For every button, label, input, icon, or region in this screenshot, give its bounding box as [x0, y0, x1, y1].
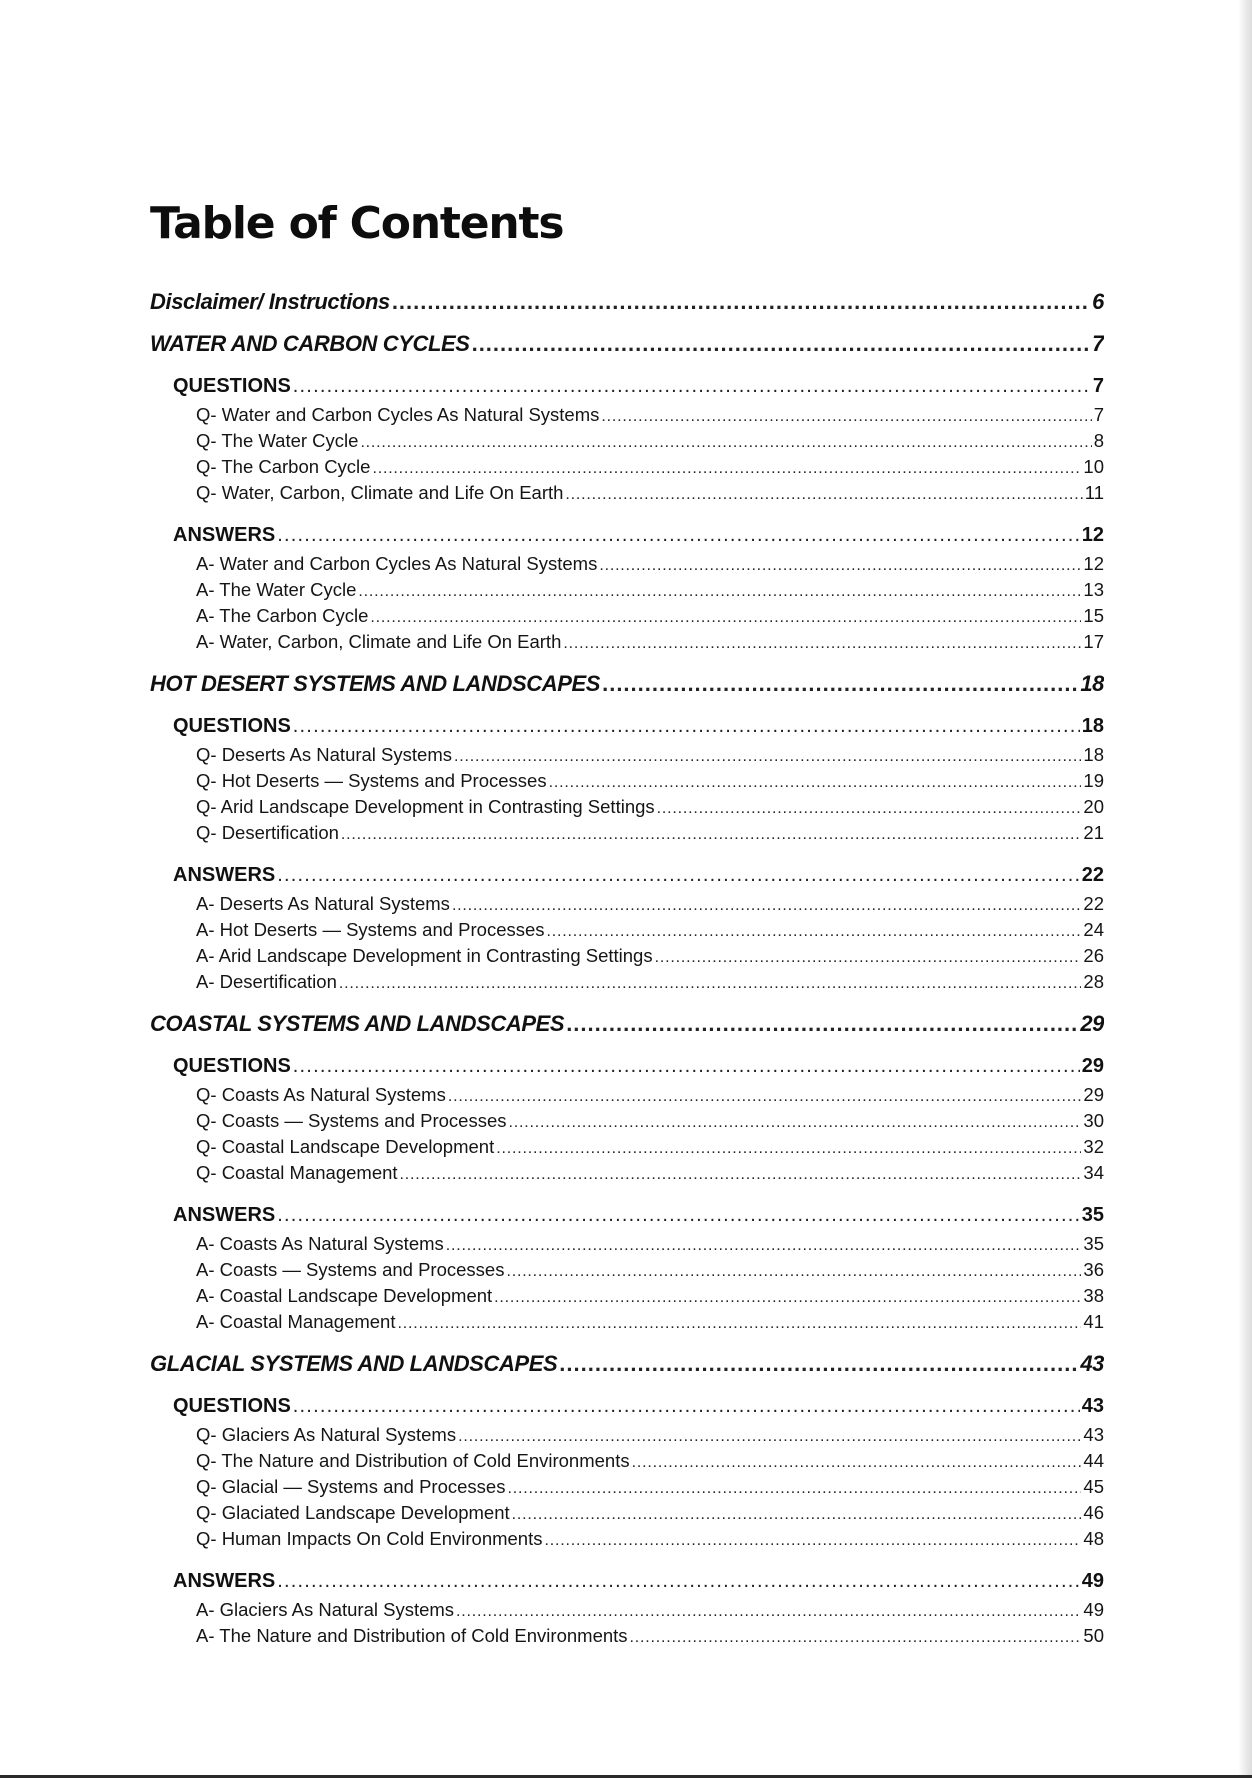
toc-entry-title: A- Water and Carbon Cycles As Natural Systems	[196, 553, 598, 574]
toc-item-entry[interactable]	[150, 629, 1104, 655]
dot-leader	[398, 1311, 1082, 1335]
toc-subsection-entry[interactable]	[150, 711, 1104, 742]
toc-page-number: 13	[1083, 579, 1104, 600]
toc-page-number: 12	[1083, 553, 1104, 574]
toc-page-number: 18	[1081, 715, 1104, 737]
toc-entry-title: COASTAL SYSTEMS AND LANDSCAPES	[150, 1011, 565, 1036]
toc-entry-title: QUESTIONS	[173, 375, 291, 397]
dot-leader	[400, 1162, 1082, 1186]
toc-page-number: 30	[1083, 1110, 1104, 1131]
toc-item-entry[interactable]	[150, 1448, 1104, 1474]
toc-entry-title: A- Coastal Management	[196, 1311, 396, 1332]
toc-entry-title: Q- Coastal Landscape Development	[196, 1136, 495, 1157]
table-of-contents	[150, 281, 1104, 1649]
dot-leader	[545, 1528, 1082, 1552]
toc-page-number: 43	[1081, 1395, 1104, 1417]
toc-subsection-entry[interactable]	[150, 371, 1104, 402]
toc-page-number: 49	[1083, 1599, 1104, 1620]
dot-leader	[507, 1476, 1081, 1500]
toc-entry-title: A- Water, Carbon, Climate and Life On Earth	[196, 631, 562, 652]
toc-item-entry[interactable]	[150, 1474, 1104, 1500]
toc-item-entry[interactable]	[150, 577, 1104, 603]
section-spacer	[150, 1335, 1104, 1343]
toc-item-entry[interactable]	[150, 551, 1104, 577]
toc-entry-title: Disclaimer/ Instructions	[150, 289, 390, 314]
toc-entry-title: A- Coasts As Natural Systems	[196, 1233, 444, 1254]
toc-item-entry[interactable]	[150, 1160, 1104, 1186]
toc-page-number: 45	[1083, 1476, 1104, 1497]
toc-page-number: 48	[1083, 1528, 1104, 1549]
dot-leader	[559, 1343, 1078, 1385]
toc-item-entry[interactable]	[150, 428, 1104, 454]
toc-entry-title: A- Hot Deserts — Systems and Processes	[196, 919, 545, 940]
dot-leader	[372, 456, 1081, 480]
dot-leader	[360, 430, 1091, 454]
dot-leader	[630, 1625, 1082, 1649]
toc-entry-title: ANSWERS	[173, 1570, 276, 1592]
toc-entry-title: ANSWERS	[173, 864, 276, 886]
toc-page-number: 29	[1080, 1011, 1104, 1036]
toc-entry-title: GLACIAL SYSTEMS AND LANDSCAPES	[150, 1351, 558, 1376]
toc-item-entry[interactable]	[150, 1134, 1104, 1160]
toc-page-number: 43	[1080, 1351, 1104, 1376]
toc-entry-title: ANSWERS	[173, 524, 276, 546]
section-spacer	[150, 995, 1104, 1003]
toc-page-number: 8	[1093, 430, 1104, 451]
dot-leader	[512, 1502, 1082, 1526]
toc-item-entry[interactable]	[150, 1082, 1104, 1108]
toc-entry-title: Q- Desertification	[196, 822, 339, 843]
toc-page-number: 24	[1083, 919, 1104, 940]
dot-leader	[370, 605, 1081, 629]
dot-leader	[509, 1110, 1082, 1134]
toc-item-entry[interactable]	[150, 1623, 1104, 1649]
page-title: Table of Contents	[150, 198, 564, 249]
toc-item-entry[interactable]	[150, 891, 1104, 917]
toc-entry-title: A- The Nature and Distribution of Cold Environments	[196, 1625, 628, 1646]
toc-entry-title: Q- Deserts As Natural Systems	[196, 744, 452, 765]
toc-entry-title: Q- Hot Deserts — Systems and Processes	[196, 770, 547, 791]
toc-item-entry[interactable]	[150, 454, 1104, 480]
dot-leader	[341, 822, 1082, 846]
dot-leader	[293, 1051, 1080, 1082]
toc-entry-title: A- The Carbon Cycle	[196, 605, 369, 626]
toc-entry-title: ANSWERS	[173, 1204, 276, 1226]
toc-item-entry[interactable]	[150, 480, 1104, 506]
toc-section-entry[interactable]	[150, 1343, 1104, 1385]
toc-page-number: 43	[1083, 1424, 1104, 1445]
toc-entry-title: A- Coastal Landscape Development	[196, 1285, 493, 1306]
dot-leader	[566, 1003, 1078, 1045]
toc-page-number: 41	[1083, 1311, 1104, 1332]
dot-leader	[563, 631, 1081, 655]
toc-entry-title: QUESTIONS	[173, 1395, 291, 1417]
toc-page-number: 20	[1083, 796, 1104, 817]
toc-item-entry[interactable]	[150, 1257, 1104, 1283]
toc-page-number: 28	[1083, 971, 1104, 992]
toc-entry-title: QUESTIONS	[173, 1055, 291, 1077]
toc-item-entry[interactable]	[150, 1597, 1104, 1623]
toc-entry-title: QUESTIONS	[173, 715, 291, 737]
toc-entry-title: HOT DESERT SYSTEMS AND LANDSCAPES	[150, 671, 601, 696]
toc-page-number: 32	[1083, 1136, 1104, 1157]
section-spacer	[150, 1186, 1104, 1194]
toc-page-number: 46	[1083, 1502, 1104, 1523]
toc-item-entry[interactable]	[150, 1422, 1104, 1448]
toc-entry-title: Q- Glaciated Landscape Development	[196, 1502, 510, 1523]
dot-leader	[339, 971, 1082, 995]
toc-page-number: 10	[1083, 456, 1104, 477]
dot-leader	[277, 1200, 1080, 1231]
toc-page-number: 26	[1083, 945, 1104, 966]
dot-leader	[277, 1566, 1080, 1597]
dot-leader	[293, 371, 1091, 402]
toc-page-number: 34	[1083, 1162, 1104, 1183]
toc-entry-title: Q- Human Impacts On Cold Environments	[196, 1528, 543, 1549]
toc-page-number: 7	[1092, 331, 1104, 356]
dot-leader	[655, 945, 1082, 969]
toc-section-entry[interactable]	[150, 281, 1104, 323]
dot-leader	[452, 893, 1081, 917]
dot-leader	[293, 711, 1080, 742]
toc-subsection-entry[interactable]	[150, 1566, 1104, 1597]
toc-entry-title: A- Deserts As Natural Systems	[196, 893, 450, 914]
dot-leader	[632, 1450, 1082, 1474]
toc-item-entry[interactable]	[150, 794, 1104, 820]
toc-page-number: 38	[1083, 1285, 1104, 1306]
toc-page-number: 35	[1083, 1233, 1104, 1254]
page-edge-shadow	[1238, 0, 1252, 1778]
dot-leader	[458, 1424, 1081, 1448]
toc-item-entry[interactable]	[150, 1231, 1104, 1257]
toc-page-number: 22	[1081, 864, 1104, 886]
toc-entry-title: Q- The Nature and Distribution of Cold Environments	[196, 1450, 630, 1471]
dot-leader	[277, 860, 1080, 891]
toc-entry-title: Q- Water and Carbon Cycles As Natural Systems	[196, 404, 600, 425]
toc-item-entry[interactable]	[150, 969, 1104, 995]
section-spacer	[150, 1552, 1104, 1560]
dot-leader	[506, 1259, 1081, 1283]
toc-item-entry[interactable]	[150, 1309, 1104, 1335]
toc-page-number: 22	[1083, 893, 1104, 914]
toc-entry-title: Q- Coasts — Systems and Processes	[196, 1110, 507, 1131]
dot-leader	[293, 1391, 1080, 1422]
dot-leader	[472, 323, 1091, 365]
toc-item-entry[interactable]	[150, 1283, 1104, 1309]
toc-page-number: 19	[1083, 770, 1104, 791]
toc-item-entry[interactable]	[150, 742, 1104, 768]
dot-leader	[454, 744, 1081, 768]
toc-entry-title: A- Glaciers As Natural Systems	[196, 1599, 455, 1620]
toc-entry-title: Q- Arid Landscape Development in Contrasting Settings	[196, 796, 655, 817]
toc-page-number: 17	[1083, 631, 1104, 652]
toc-item-entry[interactable]	[150, 943, 1104, 969]
toc-page-number: 11	[1084, 482, 1104, 503]
toc-entry-title: Q- Glaciers As Natural Systems	[196, 1424, 457, 1445]
toc-page-number: 18	[1080, 671, 1104, 696]
dot-leader	[358, 579, 1081, 603]
toc-subsection-entry[interactable]	[150, 1391, 1104, 1422]
toc-subsection-entry[interactable]	[150, 860, 1104, 891]
toc-subsection-entry[interactable]	[150, 520, 1104, 551]
section-spacer	[150, 846, 1104, 854]
toc-page-number: 50	[1083, 1625, 1104, 1646]
dot-leader	[448, 1084, 1082, 1108]
toc-page-number: 18	[1083, 744, 1104, 765]
toc-page-number: 49	[1081, 1570, 1104, 1592]
toc-item-entry[interactable]	[150, 1500, 1104, 1526]
toc-page-number: 12	[1081, 524, 1104, 546]
toc-entry-title: A- Coasts — Systems and Processes	[196, 1259, 505, 1280]
toc-page-number: 44	[1083, 1450, 1104, 1471]
dot-leader	[547, 919, 1082, 943]
toc-entry-title: A- The Water Cycle	[196, 579, 357, 600]
toc-page-number: 29	[1081, 1055, 1104, 1077]
toc-subsection-entry[interactable]	[150, 1200, 1104, 1231]
toc-item-entry[interactable]	[150, 1526, 1104, 1552]
toc-entry-title: A- Desertification	[196, 971, 337, 992]
dot-leader	[494, 1285, 1081, 1309]
toc-page-number: 36	[1083, 1259, 1104, 1280]
toc-section-entry[interactable]	[150, 663, 1104, 705]
toc-page-number: 35	[1081, 1204, 1104, 1226]
toc-subsection-entry[interactable]	[150, 1051, 1104, 1082]
toc-entry-title: Q- The Water Cycle	[196, 430, 359, 451]
toc-entry-title: Q- Water, Carbon, Climate and Life On Earth	[196, 482, 564, 503]
section-spacer	[150, 655, 1104, 663]
toc-item-entry[interactable]	[150, 820, 1104, 846]
toc-entry-title: Q- Coastal Management	[196, 1162, 398, 1183]
toc-page-number: 15	[1083, 605, 1104, 626]
toc-page-number: 7	[1093, 404, 1104, 425]
toc-section-entry[interactable]	[150, 1003, 1104, 1045]
dot-leader	[599, 553, 1081, 577]
dot-leader	[602, 663, 1078, 705]
dot-leader	[601, 404, 1091, 428]
toc-entry-title: Q- Glacial — Systems and Processes	[196, 1476, 506, 1497]
toc-entry-title: A- Arid Landscape Development in Contrasting Settings	[196, 945, 653, 966]
dot-leader	[456, 1599, 1081, 1623]
toc-item-entry[interactable]	[150, 603, 1104, 629]
toc-page-number: 21	[1083, 822, 1104, 843]
toc-entry-title: WATER AND CARBON CYCLES	[150, 331, 470, 356]
dot-leader	[565, 482, 1082, 506]
dot-leader	[446, 1233, 1082, 1257]
dot-leader	[496, 1136, 1081, 1160]
toc-entry-title: Q- The Carbon Cycle	[196, 456, 371, 477]
dot-leader	[549, 770, 1082, 794]
toc-entry-title: Q- Coasts As Natural Systems	[196, 1084, 446, 1105]
toc-page-number: 29	[1083, 1084, 1104, 1105]
toc-page-number: 6	[1092, 289, 1104, 314]
toc-item-entry[interactable]	[150, 917, 1104, 943]
dot-leader	[657, 796, 1082, 820]
toc-item-entry[interactable]	[150, 1108, 1104, 1134]
toc-page-number: 7	[1092, 375, 1104, 397]
toc-item-entry[interactable]	[150, 768, 1104, 794]
dot-leader	[277, 520, 1080, 551]
toc-item-entry[interactable]	[150, 402, 1104, 428]
dot-leader	[392, 281, 1090, 323]
section-spacer	[150, 506, 1104, 514]
toc-section-entry[interactable]	[150, 323, 1104, 365]
